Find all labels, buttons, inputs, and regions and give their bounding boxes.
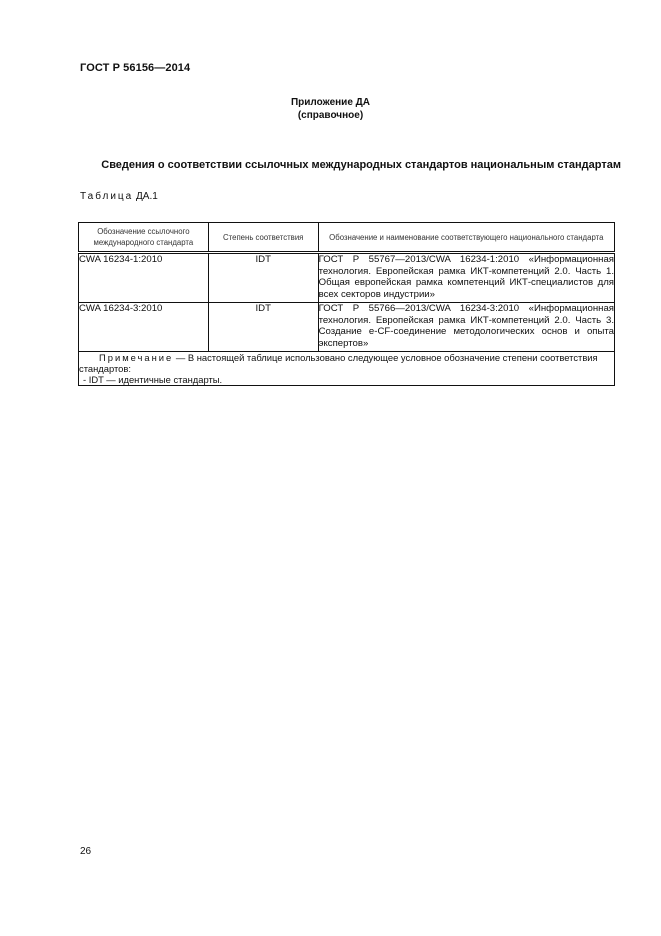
cell-degree: IDT (208, 303, 318, 352)
column-header-intl-standard: Обозначение ссылочного международного стандарта (79, 223, 209, 253)
note-list-item: - IDT — идентичные стандарты. (83, 374, 223, 385)
appendix-heading (0, 96, 661, 122)
table-note (79, 352, 615, 386)
cell-national-standard: ГОСТ Р 55766—2013/CWA 16234-3:2010 «Информационная технология. Европейская рамка ИКТ-компетенций 2.0. Часть 3. Создание e-CF-соединение методологических основ и опыта экспертов» (318, 303, 614, 352)
appendix-subtitle: (справочное) (297, 110, 364, 121)
page-number: 26 (80, 846, 92, 857)
appendix-title: Приложение ДА (290, 97, 371, 108)
cell-intl-standard: CWA 16234-1:2010 (79, 253, 209, 303)
table-row (79, 253, 615, 303)
note-text: — В настоящей таблице использовано следующее условное обозначение степени соответствия стандартов: (79, 352, 598, 374)
table-row (79, 303, 615, 352)
table-caption-label: Таблица (80, 191, 134, 202)
document-code: ГОСТ Р 56156—2014 (80, 62, 191, 74)
standards-correspondence-table (78, 222, 615, 386)
table-header-row (79, 223, 615, 253)
section-title: Сведения о соответствии ссылочных международных стандартов национальным стандартам (101, 159, 621, 171)
column-header-national-standard: Обозначение и наименование соответствующего национального стандарта (318, 223, 614, 253)
table-note-row (79, 352, 615, 386)
cell-national-standard: ГОСТ Р 55767—2013/CWA 16234-1:2010 «Информационная технология. Европейская рамка ИКТ-компетенций 2.0. Часть 1. Общая европейская рамка компетенций ИКТ-специалистов для всех секторов индустрии» (318, 253, 614, 303)
cell-degree: IDT (208, 253, 318, 303)
table-caption-number: ДА.1 (136, 191, 158, 202)
note-paragraph (79, 352, 614, 374)
cell-intl-standard: CWA 16234-3:2010 (79, 303, 209, 352)
note-label: Примечание (99, 352, 174, 363)
table-caption (80, 191, 158, 202)
column-header-degree: Степень соответствия (208, 223, 318, 253)
